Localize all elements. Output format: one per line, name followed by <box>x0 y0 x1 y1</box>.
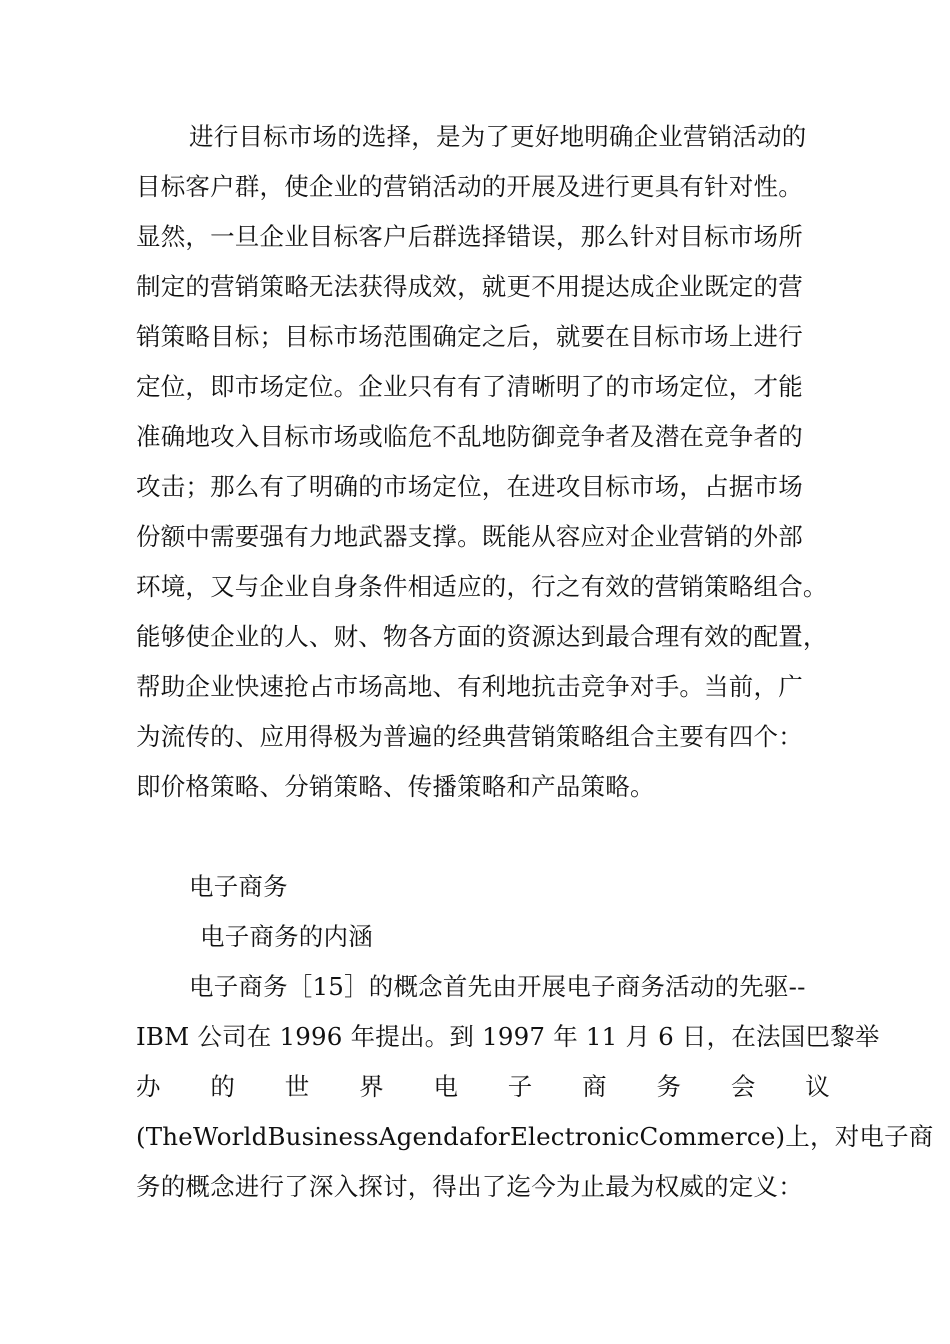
paragraph-line: 制定的营销策略无法获得成效，就更不用提达成企业既定的营 <box>136 272 803 301</box>
paragraph-line: 为流传的、应用得极为普遍的经典营销策略组合主要有四个： <box>136 722 803 751</box>
justified-char: 世 <box>284 1072 310 1101</box>
paragraph-line: 份额中需要强有力地武器支撑。既能从容应对企业营销的外部 <box>136 522 803 551</box>
justified-char: 电 <box>433 1072 459 1101</box>
paragraph-line: 攻击；那么有了明确的市场定位，在进攻目标市场，占据市场 <box>136 472 803 501</box>
paragraph-line: 进行目标市场的选择，是为了更好地明确企业营销活动的 <box>189 122 807 151</box>
section-spacer <box>136 812 832 862</box>
justified-line <box>136 1062 830 1112</box>
justified-char: 的 <box>210 1072 236 1101</box>
paragraph-line: 即价格策略、分销策略、传播策略和产品策略。 <box>136 772 655 801</box>
justified-char: 会 <box>730 1072 756 1101</box>
paragraph-line: 环境，又与企业自身条件相适应的，行之有效的营销策略组合。 <box>136 572 828 601</box>
section-heading: 电子商务 <box>189 872 288 901</box>
section-subheading: 电子商务的内涵 <box>200 922 373 951</box>
paragraph-line: 电子商务［15］的概念首先由开展电子商务活动的先驱-- <box>189 972 806 1001</box>
paragraph-line: 销策略目标；目标市场范围确定之后，就要在目标市场上进行 <box>136 322 803 351</box>
justified-char: 办 <box>136 1072 161 1101</box>
paragraph-ecommerce-definition <box>136 962 934 1212</box>
justified-char: 子 <box>507 1072 533 1101</box>
paragraph-line: 准确地攻入目标市场或临危不乱地防御竞争者及潜在竞争者的 <box>136 422 803 451</box>
justified-char: 务 <box>656 1072 682 1101</box>
paragraph-line: (TheWorldBusinessAgendaforElectronicCommerce)上，对电子商 <box>136 1122 934 1151</box>
paragraph-line: 显然，一旦企业目标客户后群选择错误，那么针对目标市场所 <box>136 222 803 251</box>
paragraph-line: 定位，即市场定位。企业只有有了清晰明了的市场定位，才能 <box>136 372 803 401</box>
justified-char: 议 <box>805 1072 830 1101</box>
paragraph-line: 务的概念进行了深入探讨，得出了迄今为止最为权威的定义： <box>136 1172 803 1201</box>
paragraph-line: IBM 公司在 1996 年提出。到 1997 年 11 月 6 日，在法国巴黎举 <box>136 1022 880 1051</box>
paragraph-market-positioning <box>136 112 832 812</box>
justified-char: 界 <box>359 1072 384 1101</box>
justified-char: 商 <box>582 1072 607 1101</box>
paragraph-line: 能够使企业的人、财、物各方面的资源达到最合理有效的配置， <box>136 622 828 651</box>
paragraph-line: 帮助企业快速抢占市场高地、有利地抗击竞争对手。当前，广 <box>136 672 803 701</box>
paragraph-line: 目标客户群，使企业的营销活动的开展及进行更具有针对性。 <box>136 172 803 201</box>
document-body <box>136 112 934 1212</box>
